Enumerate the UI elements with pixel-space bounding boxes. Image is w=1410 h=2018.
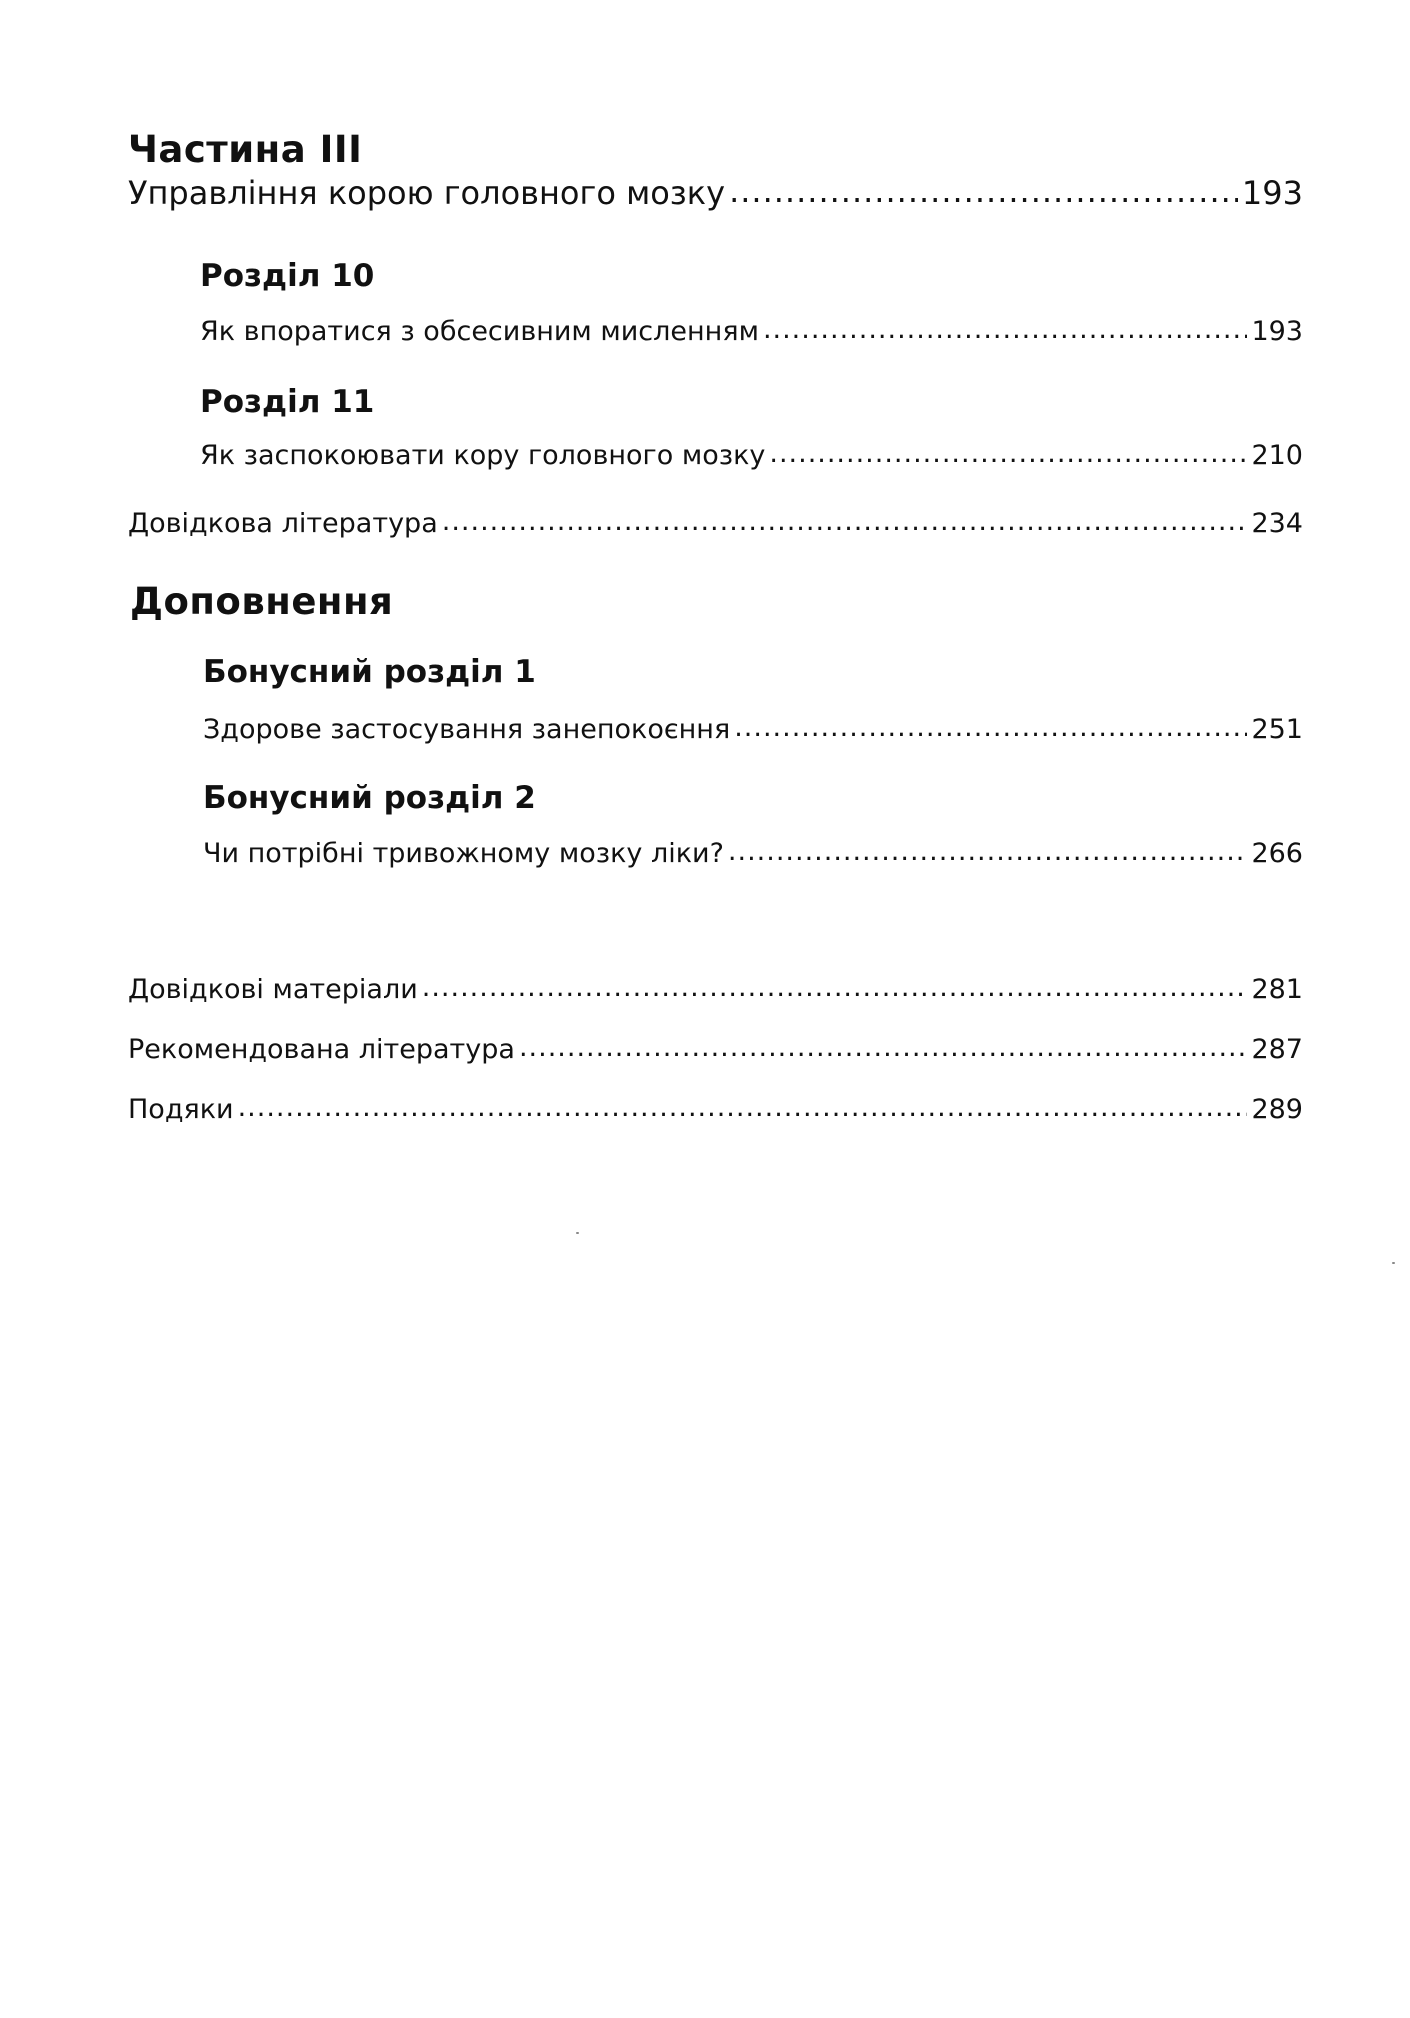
toc-entry-title: Здорове застосування занепокоєння bbox=[203, 714, 731, 745]
scan-speck bbox=[576, 1232, 579, 1234]
toc-entry-part-title[interactable] bbox=[128, 172, 1303, 214]
toc-entry-title: Довідкова література bbox=[128, 508, 438, 539]
toc-entry-title: Рекомендована література bbox=[128, 1034, 515, 1065]
dot-leader bbox=[734, 710, 1247, 746]
dot-leader bbox=[238, 1090, 1248, 1126]
dot-leader bbox=[763, 312, 1248, 348]
chapter-heading: Розділ 10 bbox=[200, 258, 375, 294]
toc-entry-title: Довідкові матеріали bbox=[128, 974, 418, 1005]
dot-leader bbox=[442, 504, 1248, 540]
toc-entry-chapter[interactable] bbox=[203, 836, 1303, 872]
toc-entry-title: Управління корою головного мозку bbox=[128, 174, 726, 212]
part-heading: Доповнення bbox=[130, 580, 394, 623]
toc-entry-chapter[interactable] bbox=[200, 314, 1303, 350]
toc-entry-chapter[interactable] bbox=[200, 438, 1303, 474]
toc-page-number: 193 bbox=[1251, 316, 1303, 347]
dot-leader bbox=[728, 834, 1248, 870]
toc-page-number: 287 bbox=[1251, 1034, 1303, 1065]
toc-entry-title: Чи потрібні тривожному мозку ліки? bbox=[203, 838, 724, 869]
scan-speck bbox=[1392, 1262, 1395, 1264]
toc-entry-title: Як впоратися з обсесивним мисленням bbox=[200, 316, 759, 347]
toc-entry-back-matter[interactable] bbox=[128, 972, 1303, 1008]
toc-entry-title: Подяки bbox=[128, 1094, 234, 1125]
dot-leader bbox=[519, 1030, 1248, 1066]
dot-leader bbox=[422, 970, 1248, 1006]
toc-page-number: 193 bbox=[1241, 174, 1303, 212]
toc-entry-title: Як заспокоювати кору головного мозку bbox=[200, 440, 766, 471]
toc-entry-references[interactable] bbox=[128, 506, 1303, 542]
toc-page-number: 281 bbox=[1251, 974, 1303, 1005]
chapter-heading: Бонусний розділ 1 bbox=[203, 654, 536, 690]
toc-entry-back-matter[interactable] bbox=[128, 1032, 1303, 1068]
toc-entry-back-matter[interactable] bbox=[128, 1092, 1303, 1128]
chapter-heading: Розділ 11 bbox=[200, 384, 375, 420]
toc-page-number: 234 bbox=[1251, 508, 1303, 539]
dot-leader bbox=[769, 436, 1247, 472]
chapter-heading: Бонусний розділ 2 bbox=[203, 780, 536, 816]
part-heading: Частина III bbox=[128, 128, 363, 171]
toc-page-number: 251 bbox=[1251, 714, 1303, 745]
toc-page-number: 266 bbox=[1251, 838, 1303, 869]
toc-page-number: 210 bbox=[1251, 440, 1303, 471]
toc-page-number: 289 bbox=[1251, 1094, 1303, 1125]
dot-leader bbox=[729, 170, 1238, 212]
toc-entry-chapter[interactable] bbox=[203, 712, 1303, 748]
